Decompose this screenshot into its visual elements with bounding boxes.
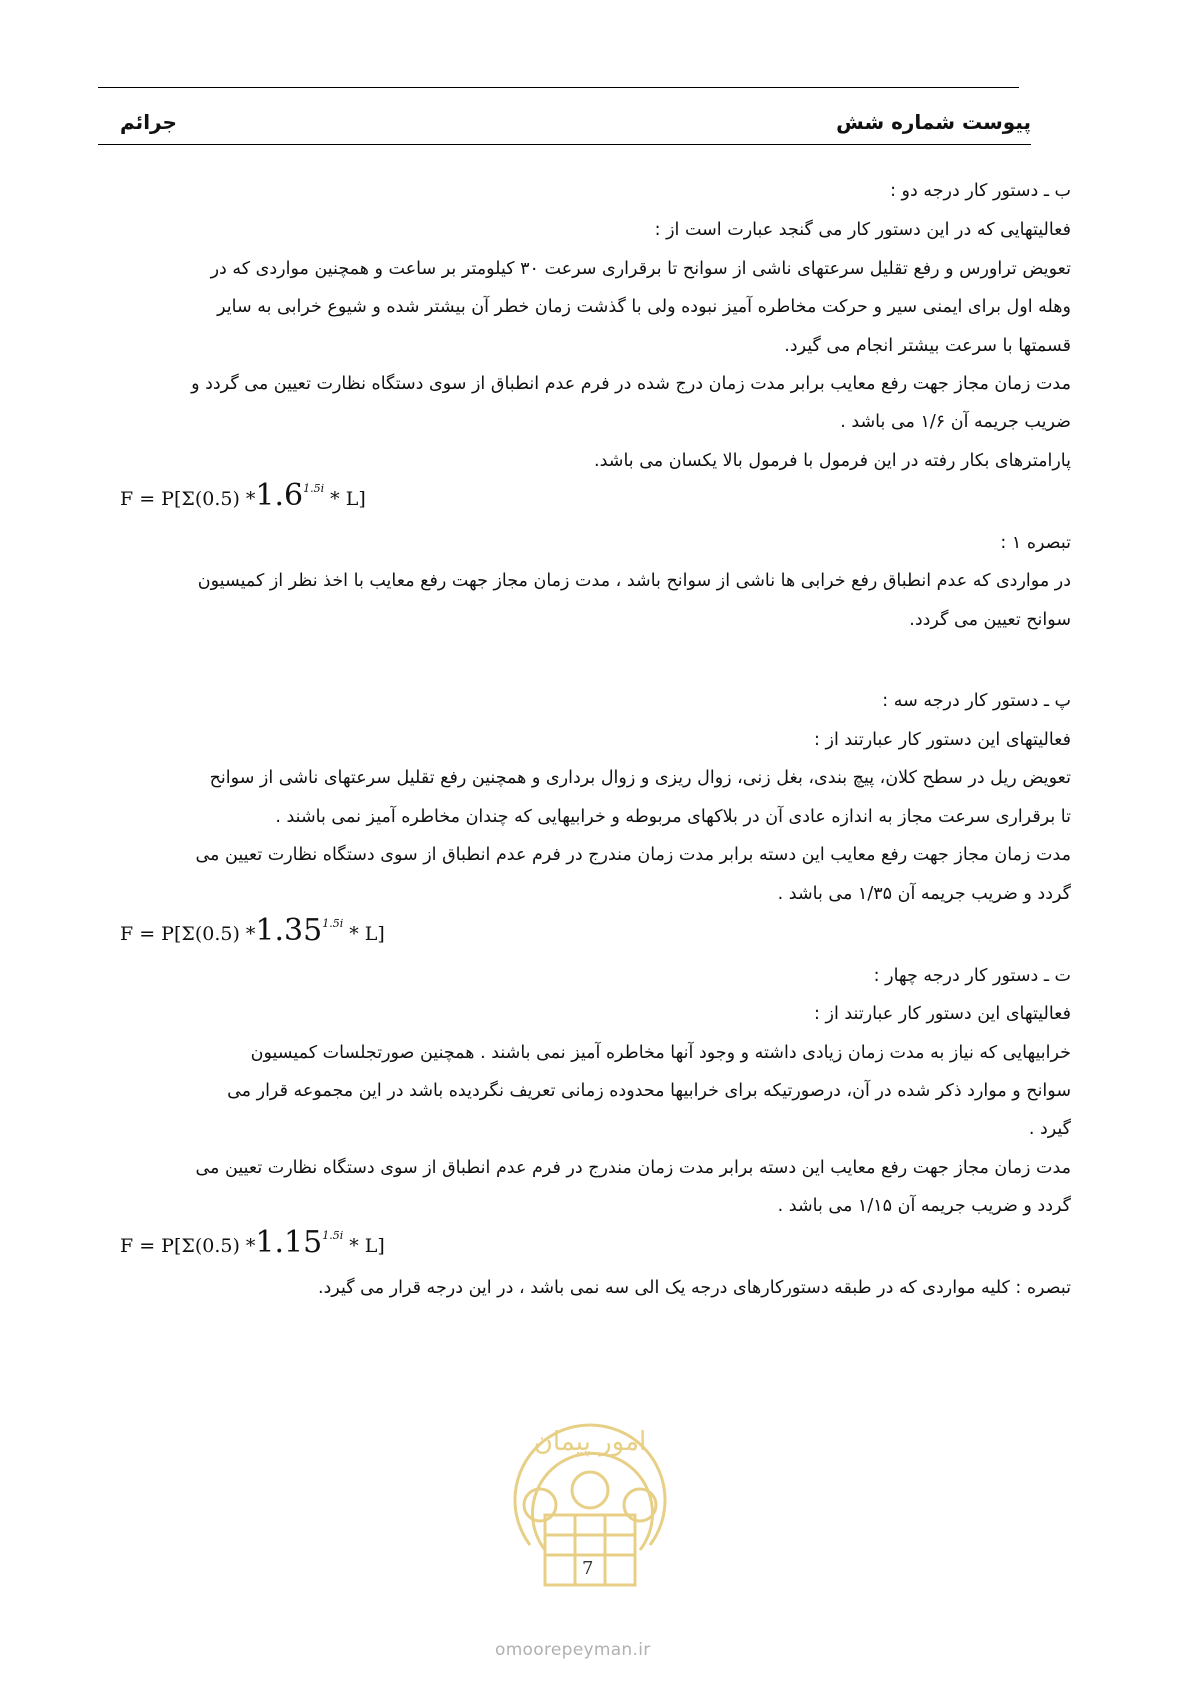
section-heading-grade-two: ب ـ دستور کار درجه دو : — [890, 181, 1071, 201]
paragraph-line: گردد و ضریب جریمه آن ۱/۳۵ می باشد . — [777, 884, 1071, 904]
header-section: جرائم — [120, 110, 177, 134]
header-title: پیوست شماره شش — [836, 110, 1031, 134]
paragraph-line: گردد و ضریب جریمه آن ۱/۱۵ می باشد . — [777, 1196, 1071, 1216]
header-bottom-rule — [98, 144, 1031, 145]
svg-text:امور پیمان: امور پیمان — [533, 1427, 647, 1457]
paragraph-line: وهله اول برای ایمنی سیر و حرکت مخاطره آمیز نبوده ولی با گذشت زمان خطر آن بیشتر شده و شیوع خرابی به سایر — [217, 297, 1071, 317]
paragraph-line: تعویض تراورس و رفع تقلیل سرعتهای ناشی از سوانح تا برقراری سرعت ۳۰ کیلومتر بر ساعت و همچنین مواردی که در — [210, 259, 1071, 279]
paragraph-line: تا برقراری سرعت مجاز به اندازه عادی آن در بلاکهای مربوطه و خرابیهایی که چندان مخاطره آمیز نمی باشند . — [275, 807, 1071, 827]
paragraph-line: در مواردی که عدم انطباق رفع خرابی ها ناشی از سوانح باشد ، مدت زمان مجاز جهت رفع معایب با اخذ نظر از کمیسیون — [197, 571, 1071, 591]
page-number: 7 — [582, 1558, 594, 1579]
formula-grade-four: F = P[Σ(0.5) $*1.15^{1.5i} * L$] — [120, 1225, 385, 1260]
paragraph-line: فعالیتهایی که در این دستور کار می گنجد عبارت است از : — [654, 220, 1071, 240]
site-url: omoorepeyman.ir — [495, 1640, 651, 1660]
paragraph-line: مدت زمان مجاز جهت رفع معایب این دسته برابر مدت زمان مندرج در فرم عدم انطباق از سوی دستگاه نظارت تعیین می — [195, 845, 1071, 865]
paragraph-line: سوانح و موارد ذکر شده در آن، درصورتیکه برای خرابیها محدوده زمانی تعریف نگردیده باشد در این مجموعه قرار می — [227, 1081, 1071, 1101]
paragraph-line: مدت زمان مجاز جهت رفع معایب برابر مدت زمان درج شده در فرم عدم انطباق از سوی دستگاه نظارت تعیین می گردد و — [191, 374, 1071, 394]
final-note: تبصره : کلیه مواردی که در طبقه دستورکارهای درجه یک الی سه نمی باشد ، در این درجه قرار می گیرد. — [317, 1278, 1071, 1298]
paragraph-line: تعویض ریل در سطح کلان، پیچ بندی، بغل زنی، زوال ریزی و زوال برداری و همچنین رفع تقلیل سرعتهای ناشی از سوانح — [209, 768, 1071, 788]
paragraph-line: گیرد . — [1028, 1119, 1071, 1139]
paragraph-line: پارامترهای بکار رفته در این فرمول با فرمول بالا یکسان می باشد. — [594, 451, 1071, 471]
header-top-rule — [98, 87, 1019, 88]
formula-grade-three: F = P[Σ(0.5) $*1.35^{1.5i} * L$] — [120, 913, 385, 948]
paragraph-line: ضریب جریمه آن ۱/۶ می باشد . — [840, 412, 1071, 432]
section-heading-grade-four: ت ـ دستور کار درجه چهار : — [873, 966, 1071, 986]
paragraph-line: سوانح تعیین می گردد. — [909, 610, 1071, 630]
paragraph-line: خرابیهایی که نیاز به مدت زمان زیادی داشته و وجود آنها مخاطره آمیز نمی باشند . همچنین صورتجلسات کمیسیون — [250, 1043, 1071, 1063]
paragraph-line: فعالیتهای این دستور کار عبارتند از : — [814, 1004, 1071, 1024]
paragraph-line: قسمتها با سرعت بیشتر انجام می گیرد. — [784, 336, 1071, 356]
formula-grade-two: F = P[Σ(0.5) $*1.6^{1.5i} * L$] — [120, 478, 366, 513]
paragraph-line: مدت زمان مجاز جهت رفع معایب این دسته برابر مدت زمان مندرج در فرم عدم انطباق از سوی دستگاه نظارت تعیین می — [195, 1158, 1071, 1178]
paragraph-line: فعالیتهای این دستور کار عبارتند از : — [814, 730, 1071, 750]
section-heading-grade-three: پ ـ دستور کار درجه سه : — [882, 691, 1071, 711]
note-heading: تبصره ۱ : — [1000, 533, 1071, 553]
